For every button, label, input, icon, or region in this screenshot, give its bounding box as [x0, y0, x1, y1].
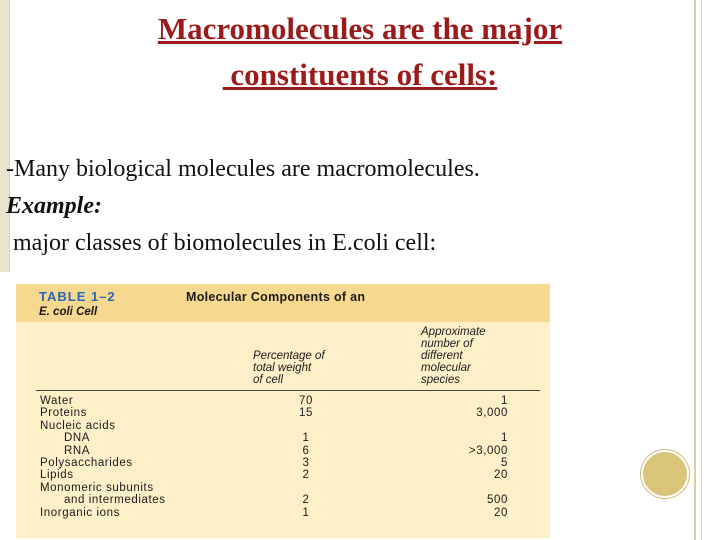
row-species: 20	[494, 469, 508, 482]
slide-title	[60, 6, 660, 98]
row-percent: 1	[302, 432, 310, 445]
row-species: 1	[501, 432, 508, 445]
row-percent: 15	[299, 407, 313, 420]
row-name: Monomeric subunits	[40, 481, 154, 494]
table-label: TABLE 1–2	[39, 289, 116, 304]
row-name: RNA	[64, 444, 91, 457]
table-row	[16, 432, 550, 444]
table-row	[16, 494, 550, 506]
row-name: Proteins	[40, 407, 87, 420]
column-header-species: Approximate number of different molecular species	[421, 326, 486, 386]
table-row	[16, 507, 550, 519]
row-percent: 2	[302, 494, 310, 507]
row-name: Polysaccharides	[40, 456, 133, 469]
row-species: 500	[487, 494, 508, 507]
table-row	[16, 395, 550, 407]
row-name: Water	[40, 395, 74, 407]
body-line-1: -Many biological molecules are macromolecules.	[6, 156, 480, 182]
decorative-circle	[641, 450, 689, 498]
table-header-rule	[36, 390, 540, 391]
row-name: Inorganic ions	[40, 506, 120, 519]
table-rows	[16, 395, 550, 519]
right-decorative-rule	[694, 0, 696, 540]
row-percent: 2	[302, 469, 310, 482]
example-label: Example:	[6, 193, 102, 219]
slide-body	[6, 151, 646, 262]
table-row	[16, 445, 550, 457]
row-name: and intermediates	[64, 494, 166, 507]
title-line-1: Macromolecules are the major	[157, 11, 563, 46]
row-species: >3,000	[468, 444, 508, 457]
row-species: 20	[494, 506, 508, 519]
body-line-3: major classes of biomolecules in E.coli cell:	[13, 230, 437, 256]
table-title-2: E. coli Cell	[39, 306, 98, 318]
ecoli-table-image	[16, 284, 550, 538]
table-row	[16, 420, 550, 432]
row-percent: 6	[302, 444, 310, 457]
row-species: 5	[501, 456, 508, 469]
column-header-percentage: Percentage of total weight of cell	[253, 350, 325, 386]
right-decorative-rule-thin	[701, 0, 702, 540]
row-name: Lipids	[40, 469, 74, 482]
row-percent: 3	[302, 456, 310, 469]
row-species: 1	[501, 395, 508, 407]
table-title: Molecular Components of an	[186, 290, 366, 304]
row-name: Nucleic acids	[40, 419, 116, 432]
row-species: 3,000	[476, 407, 508, 420]
table-row	[16, 469, 550, 481]
table-row	[16, 407, 550, 419]
row-percent: 1	[302, 506, 310, 519]
row-percent: 70	[299, 395, 313, 407]
table-row	[16, 482, 550, 494]
table-row	[16, 457, 550, 469]
title-line-2: constituents of cells:	[222, 57, 498, 92]
row-name: DNA	[64, 432, 91, 445]
